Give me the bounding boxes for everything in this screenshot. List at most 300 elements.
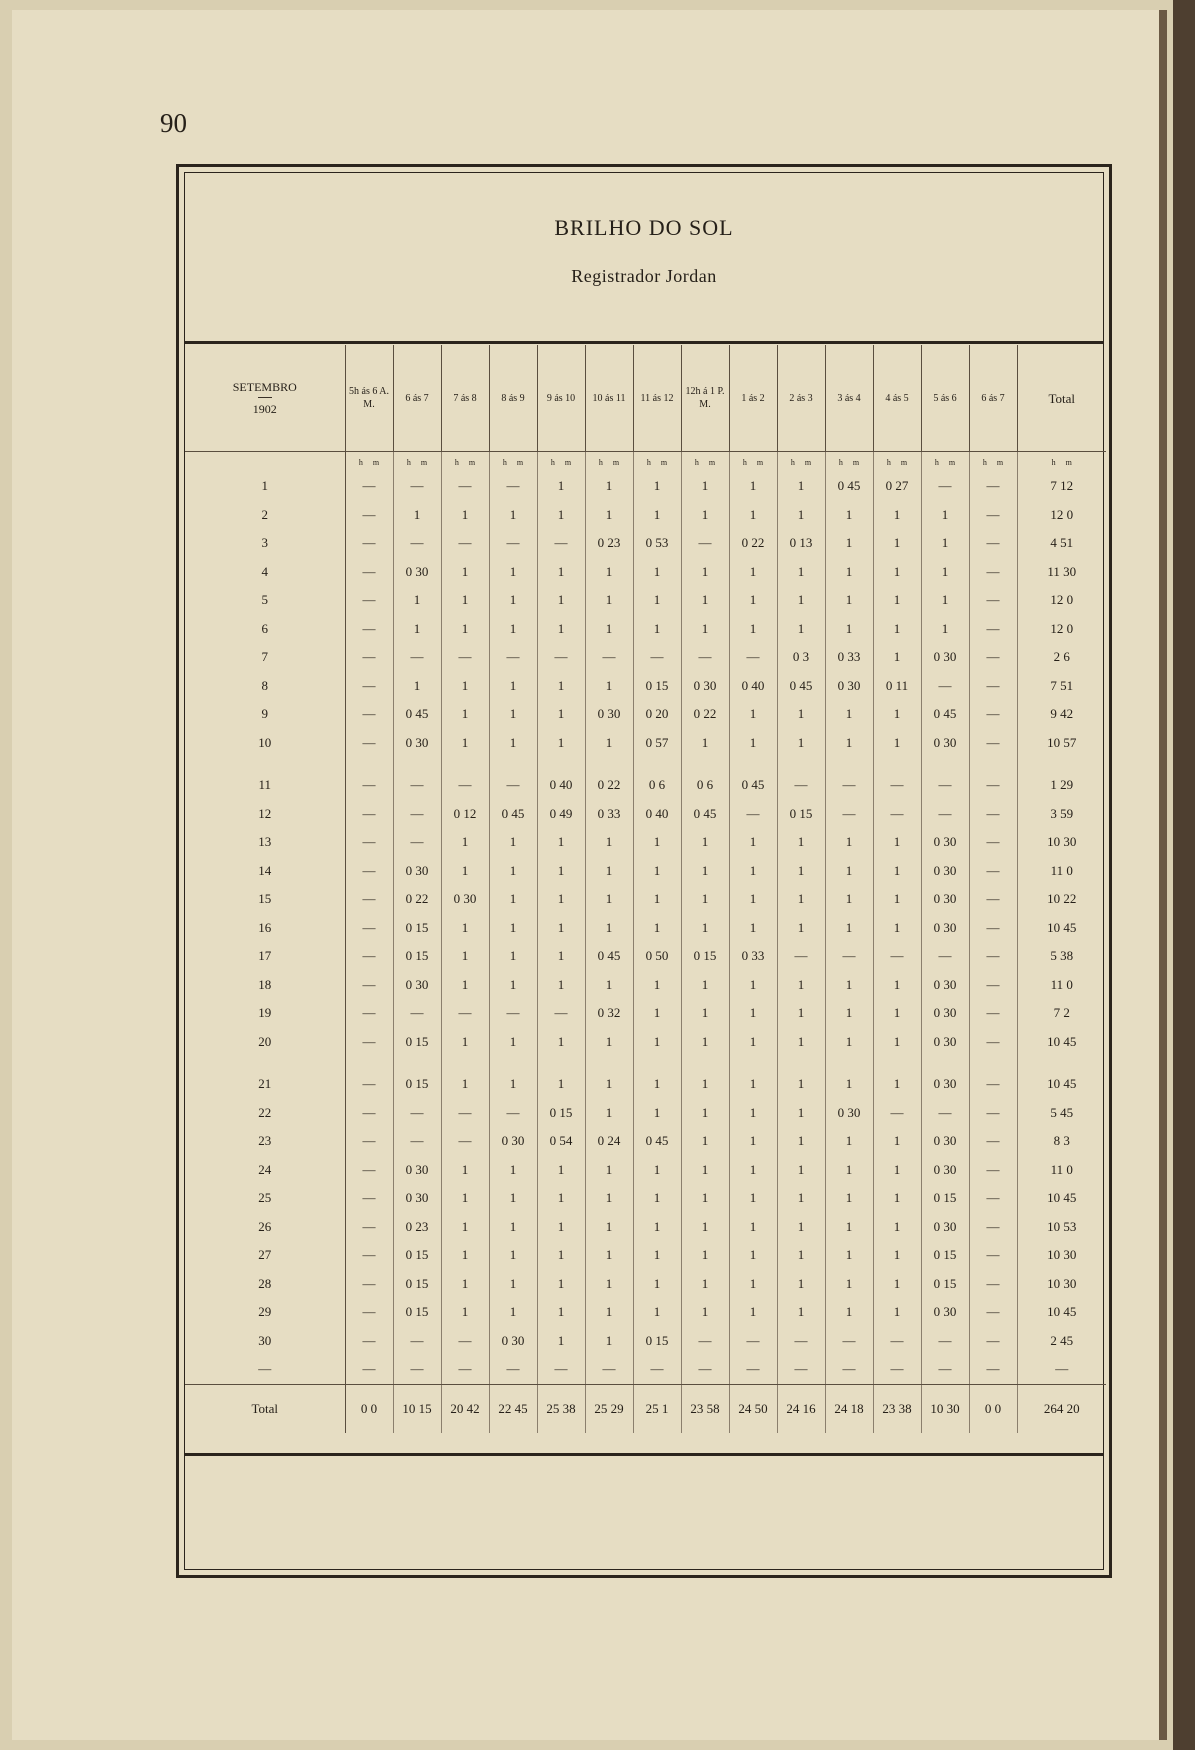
- hour-cell: 1: [873, 1184, 921, 1213]
- hour-cell: —: [969, 1070, 1017, 1099]
- unit-label: [441, 452, 489, 473]
- hour-cell: 1: [873, 1156, 921, 1185]
- hour-cell: 1: [537, 615, 585, 644]
- hour-cell: 1: [537, 472, 585, 501]
- row-total-cell: 10 30: [1047, 1247, 1077, 1263]
- hour-cell: 1: [729, 1270, 777, 1299]
- hour-cell: 1: [393, 672, 441, 701]
- gap-cell: [777, 1056, 825, 1070]
- table-row: [185, 615, 1106, 644]
- bottom-rule: [184, 1453, 1104, 1456]
- hour-cell: 0 45: [921, 700, 969, 729]
- hour-cell: —: [345, 1184, 393, 1213]
- hour-cell: 0 45: [393, 700, 441, 729]
- hour-cell: —: [921, 1099, 969, 1128]
- day-cell: 19: [185, 999, 345, 1028]
- hour-cell: 1: [537, 828, 585, 857]
- hour-cell: 1: [729, 885, 777, 914]
- hour-cell: 1: [873, 914, 921, 943]
- hour-cell: 1: [489, 700, 537, 729]
- hour-cell: 0 15: [921, 1241, 969, 1270]
- hour-cell: —: [441, 1099, 489, 1128]
- hour-cell: 0 15: [681, 942, 729, 971]
- hour-cell: 1: [825, 501, 873, 530]
- gap-cell: [345, 1056, 393, 1070]
- row-total-cell: 10 30: [1047, 834, 1077, 850]
- row-total-cell: 12 0: [1050, 592, 1074, 608]
- hour-cell: 0 30: [921, 1127, 969, 1156]
- hour-cell: 1: [681, 999, 729, 1028]
- hour-cell: —: [969, 501, 1017, 530]
- hour-cell: —: [489, 999, 537, 1028]
- hour-cell: 1: [489, 914, 537, 943]
- gap-cell: [921, 757, 969, 771]
- header-row: [185, 345, 1106, 452]
- unit-minutes: m: [372, 457, 380, 467]
- hour-cell: 1: [777, 1127, 825, 1156]
- hour-cell: 0 30: [393, 971, 441, 1000]
- hour-cell: —: [345, 558, 393, 587]
- hour-cell: —: [969, 643, 1017, 672]
- hour-cell: 0 15: [393, 1028, 441, 1057]
- gap-cell: [585, 757, 633, 771]
- day-cell: 28: [185, 1270, 345, 1299]
- hour-cell: 1: [729, 857, 777, 886]
- hour-cell: —: [345, 914, 393, 943]
- hour-cell: 1: [681, 501, 729, 530]
- hour-cell: 1: [777, 501, 825, 530]
- unit-label: [633, 452, 681, 473]
- gap-cell: [537, 757, 585, 771]
- day-cell: 29: [185, 1298, 345, 1327]
- row-total-cell: 12 0: [1050, 506, 1074, 522]
- unit-minutes: m: [516, 457, 524, 467]
- hour-cell: 1: [585, 914, 633, 943]
- hour-cell: 1: [729, 828, 777, 857]
- hour-cell: 1: [489, 828, 537, 857]
- day-cell: 1: [185, 472, 345, 501]
- hour-cell: 1: [441, 700, 489, 729]
- hour-cell: —: [345, 729, 393, 758]
- gap-cell: [681, 757, 729, 771]
- day-cell: 6: [185, 615, 345, 644]
- hour-cell: —: [393, 1127, 441, 1156]
- hour-cell: —: [825, 1355, 873, 1384]
- hour-cell: 1: [537, 1184, 585, 1213]
- hour-cell: —: [345, 1028, 393, 1057]
- hour-cell: —: [537, 529, 585, 558]
- unit-minutes: m: [708, 457, 716, 467]
- hour-cell: 1: [729, 1070, 777, 1099]
- hour-cell: 0 49: [537, 800, 585, 829]
- hour-cell: 1: [537, 971, 585, 1000]
- gap-cell: [441, 757, 489, 771]
- day-cell: 11: [185, 771, 345, 800]
- hour-cell: —: [393, 643, 441, 672]
- hour-cell: 0 30: [921, 1298, 969, 1327]
- hour-cell: 1: [441, 1028, 489, 1057]
- hour-cell: —: [969, 1270, 1017, 1299]
- hour-cell: 1: [537, 1213, 585, 1242]
- hour-cell: —: [345, 1099, 393, 1128]
- unit-label: [777, 452, 825, 473]
- hour-cell: 1: [921, 529, 969, 558]
- unit-label: [489, 452, 537, 473]
- hour-cell: —: [345, 700, 393, 729]
- row-total-cell: 5 45: [1050, 1104, 1074, 1120]
- hour-cell: —: [537, 999, 585, 1028]
- row-total-cell: 7 2: [1053, 1005, 1070, 1021]
- day-cell: 30: [185, 1327, 345, 1356]
- table-row: [185, 643, 1106, 672]
- hour-cell: —: [873, 1355, 921, 1384]
- hour-cell: —: [777, 1355, 825, 1384]
- hour-cell: —: [345, 615, 393, 644]
- hour-cell: 1: [441, 615, 489, 644]
- hour-cell: —: [345, 771, 393, 800]
- hour-cell: 0 45: [585, 942, 633, 971]
- table-row: [185, 771, 1106, 800]
- hour-cell: 0 13: [777, 529, 825, 558]
- hour-cell: 1: [777, 1270, 825, 1299]
- hour-cell: 1: [681, 914, 729, 943]
- unit-label: [729, 452, 777, 473]
- hour-cell: 1: [537, 729, 585, 758]
- hour-cell: 1: [873, 828, 921, 857]
- hour-cell: 1: [537, 586, 585, 615]
- hour-cell: 1: [777, 828, 825, 857]
- hour-cell: —: [345, 971, 393, 1000]
- table-row: [185, 1298, 1106, 1327]
- hour-cell: —: [969, 1156, 1017, 1185]
- hour-cell: 0 15: [921, 1184, 969, 1213]
- hour-cell: 0 40: [537, 771, 585, 800]
- column-total-cell: 22 45: [489, 1384, 537, 1433]
- hour-cell: 1: [681, 1028, 729, 1057]
- hour-cell: —: [489, 1099, 537, 1128]
- row-total-cell: 10 22: [1047, 891, 1077, 907]
- hour-cell: 1: [633, 1241, 681, 1270]
- hour-cell: 1: [729, 1184, 777, 1213]
- hour-cell: 1: [873, 643, 921, 672]
- hour-cell: —: [441, 999, 489, 1028]
- day-cell: —: [185, 1355, 345, 1384]
- unit-minutes: m: [1065, 457, 1072, 467]
- hour-cell: —: [969, 1184, 1017, 1213]
- day-cell: 9: [185, 700, 345, 729]
- hour-cell: 0 15: [921, 1270, 969, 1299]
- unit-label: [585, 452, 633, 473]
- hour-cell: 0 23: [585, 529, 633, 558]
- hour-cell: 1: [489, 1156, 537, 1185]
- hour-cell: 1: [633, 885, 681, 914]
- hour-cell: 1: [873, 971, 921, 1000]
- hour-cell: —: [729, 800, 777, 829]
- month-header: [185, 345, 345, 452]
- hour-cell: —: [537, 1355, 585, 1384]
- hour-cell: 1: [537, 1028, 585, 1057]
- hour-cell: 1: [441, 857, 489, 886]
- hour-cell: 1: [681, 1127, 729, 1156]
- row-total-cell: 10 57: [1047, 734, 1077, 750]
- hour-cell: —: [969, 1028, 1017, 1057]
- hour-cell: 1: [825, 729, 873, 758]
- row-total-cell: 2 45: [1050, 1332, 1074, 1348]
- table-body: [185, 452, 1106, 1433]
- hour-cell: 1: [921, 501, 969, 530]
- hour-cell: 1: [777, 999, 825, 1028]
- hour-cell: 1: [777, 558, 825, 587]
- hour-cell: —: [489, 529, 537, 558]
- hour-cell: 1: [729, 700, 777, 729]
- hour-cell: —: [969, 1241, 1017, 1270]
- hour-cell: 1: [585, 1156, 633, 1185]
- unit-minutes: m: [948, 457, 956, 467]
- table-row: [185, 828, 1106, 857]
- row-total-cell: 3 59: [1050, 805, 1074, 821]
- hour-cell: 1: [489, 1213, 537, 1242]
- hour-cell: 1: [777, 1028, 825, 1057]
- table-row: [185, 700, 1106, 729]
- hour-cell: 0 15: [393, 1298, 441, 1327]
- unit-hours: h: [598, 457, 603, 467]
- hour-cell: 1: [825, 828, 873, 857]
- hour-cell: 1: [729, 558, 777, 587]
- hour-cell: —: [489, 643, 537, 672]
- hour-cell: 1: [873, 1213, 921, 1242]
- hour-cell: —: [969, 672, 1017, 701]
- hour-cell: 1: [489, 857, 537, 886]
- hour-cell: —: [393, 800, 441, 829]
- table-row: [185, 1184, 1106, 1213]
- hour-cell: 1: [777, 1213, 825, 1242]
- unit-hours: h: [454, 457, 459, 467]
- hour-cell: 1: [873, 1070, 921, 1099]
- group-gap: [185, 1056, 1106, 1070]
- gap-cell: [1017, 1056, 1106, 1070]
- unit-minutes: m: [612, 457, 620, 467]
- unit-label: [969, 452, 1017, 473]
- hour-cell: —: [393, 1327, 441, 1356]
- day-cell: 17: [185, 942, 345, 971]
- hour-cell: 0 23: [393, 1213, 441, 1242]
- hour-cell: 1: [633, 558, 681, 587]
- hour-cell: 1: [825, 999, 873, 1028]
- hour-cell: —: [345, 885, 393, 914]
- hour-cell: —: [681, 529, 729, 558]
- table-row: [185, 1127, 1106, 1156]
- table-row: [185, 586, 1106, 615]
- day-cell: 22: [185, 1099, 345, 1128]
- page-subtitle: Registrador Jordan: [571, 266, 717, 286]
- hour-cell: 0 30: [393, 558, 441, 587]
- period-header: 2 ás 3: [777, 345, 825, 452]
- hour-cell: 1: [777, 586, 825, 615]
- hour-cell: 1: [729, 729, 777, 758]
- hour-cell: 1: [777, 914, 825, 943]
- period-header: 11 ás 12: [633, 345, 681, 452]
- hour-cell: 0 30: [393, 857, 441, 886]
- hour-cell: 1: [873, 729, 921, 758]
- hour-cell: —: [345, 501, 393, 530]
- day-cell: 27: [185, 1241, 345, 1270]
- hour-cell: 1: [729, 1213, 777, 1242]
- hour-cell: 1: [489, 586, 537, 615]
- hour-cell: 1: [441, 586, 489, 615]
- period-header: 7 ás 8: [441, 345, 489, 452]
- day-cell: 16: [185, 914, 345, 943]
- hour-cell: 1: [777, 1184, 825, 1213]
- hour-cell: —: [969, 857, 1017, 886]
- hour-cell: —: [873, 800, 921, 829]
- gap-cell: [585, 1056, 633, 1070]
- hour-cell: —: [345, 472, 393, 501]
- row-total-cell: 9 42: [1050, 706, 1074, 722]
- hour-cell: 0 22: [729, 529, 777, 558]
- hour-cell: —: [921, 771, 969, 800]
- hour-cell: —: [681, 1327, 729, 1356]
- hour-cell: 1: [489, 672, 537, 701]
- hour-cell: 1: [729, 999, 777, 1028]
- hour-cell: —: [921, 1355, 969, 1384]
- period-header: 6 ás 7: [969, 345, 1017, 452]
- page-title: BRILHO DO SOL: [554, 215, 734, 240]
- hour-cell: —: [969, 615, 1017, 644]
- hour-cell: 0 45: [777, 672, 825, 701]
- hour-cell: —: [489, 1355, 537, 1384]
- gap-cell: [393, 757, 441, 771]
- hour-cell: —: [969, 529, 1017, 558]
- row-total-cell: 10 45: [1047, 1076, 1077, 1092]
- hour-cell: 0 15: [537, 1099, 585, 1128]
- hour-cell: 1: [729, 1099, 777, 1128]
- hour-cell: 1: [489, 885, 537, 914]
- table-row: [185, 885, 1106, 914]
- column-total-cell: 24 18: [825, 1384, 873, 1433]
- hour-cell: 1: [921, 586, 969, 615]
- hour-cell: 0 33: [585, 800, 633, 829]
- hour-cell: —: [969, 586, 1017, 615]
- unit-hours: h: [742, 457, 747, 467]
- table-row: [185, 1156, 1106, 1185]
- hour-cell: 1: [681, 1156, 729, 1185]
- hour-cell: —: [537, 643, 585, 672]
- row-total-cell: 8 3: [1053, 1133, 1070, 1149]
- hour-cell: 1: [825, 1213, 873, 1242]
- hour-cell: —: [969, 1298, 1017, 1327]
- hour-cell: —: [969, 558, 1017, 587]
- unit-minutes: m: [804, 457, 812, 467]
- hour-cell: 0 12: [441, 800, 489, 829]
- period-header: 6 ás 7: [393, 345, 441, 452]
- hour-cell: 1: [537, 672, 585, 701]
- row-total-cell: —: [1017, 1355, 1106, 1384]
- unit-minutes: m: [996, 457, 1004, 467]
- hour-cell: 1: [585, 885, 633, 914]
- hour-cell: 1: [681, 1099, 729, 1128]
- hour-cell: 1: [585, 1099, 633, 1128]
- hour-cell: 1: [777, 885, 825, 914]
- gap-cell: [969, 1056, 1017, 1070]
- hour-cell: 1: [633, 1070, 681, 1099]
- hour-cell: 1: [537, 885, 585, 914]
- gap-cell: [873, 757, 921, 771]
- hour-cell: 0 54: [537, 1127, 585, 1156]
- hour-cell: 1: [777, 1241, 825, 1270]
- hour-cell: 0 30: [921, 643, 969, 672]
- hour-cell: —: [393, 828, 441, 857]
- day-cell: 5: [185, 586, 345, 615]
- hour-cell: 1: [873, 700, 921, 729]
- hour-cell: 1: [633, 1184, 681, 1213]
- hour-cell: 1: [633, 828, 681, 857]
- hour-cell: 1: [585, 1327, 633, 1356]
- hour-cell: 0 45: [681, 800, 729, 829]
- hour-cell: —: [969, 800, 1017, 829]
- period-header: 5 ás 6: [921, 345, 969, 452]
- hour-cell: 1: [873, 1241, 921, 1270]
- hour-cell: —: [633, 643, 681, 672]
- hour-cell: 1: [825, 1070, 873, 1099]
- gap-cell: [825, 757, 873, 771]
- hour-cell: —: [681, 643, 729, 672]
- hour-cell: —: [969, 828, 1017, 857]
- hour-cell: 1: [585, 1241, 633, 1270]
- hour-cell: 0 30: [921, 1213, 969, 1242]
- day-cell: 13: [185, 828, 345, 857]
- hour-cell: 0 30: [681, 672, 729, 701]
- hour-cell: —: [393, 1355, 441, 1384]
- table-row: [185, 501, 1106, 530]
- hour-cell: —: [441, 472, 489, 501]
- gap-cell: [681, 1056, 729, 1070]
- period-header: 9 ás 10: [537, 345, 585, 452]
- hour-cell: 1: [633, 971, 681, 1000]
- hour-cell: —: [921, 800, 969, 829]
- gap-cell: [729, 1056, 777, 1070]
- hour-cell: —: [345, 672, 393, 701]
- hour-cell: —: [969, 1099, 1017, 1128]
- hour-cell: 0 30: [921, 1070, 969, 1099]
- column-total-cell: 25 1: [633, 1384, 681, 1433]
- hour-cell: —: [921, 672, 969, 701]
- hour-cell: 1: [873, 529, 921, 558]
- gap-cell: [393, 1056, 441, 1070]
- header-rule: [184, 341, 1104, 344]
- totals-label: Total: [185, 1384, 345, 1433]
- hour-cell: 1: [393, 615, 441, 644]
- hour-cell: 0 11: [873, 672, 921, 701]
- unit-minutes: m: [756, 457, 764, 467]
- hour-cell: 1: [633, 999, 681, 1028]
- hour-cell: 1: [537, 558, 585, 587]
- hour-cell: 0 45: [489, 800, 537, 829]
- hour-cell: 0 6: [633, 771, 681, 800]
- table-row: [185, 1213, 1106, 1242]
- unit-minutes: m: [420, 457, 428, 467]
- hour-cell: —: [969, 999, 1017, 1028]
- hour-cell: —: [393, 771, 441, 800]
- row-total-cell: 10 45: [1047, 1190, 1077, 1206]
- hour-cell: 1: [825, 1241, 873, 1270]
- unit-hours: h: [886, 457, 891, 467]
- gap-cell: [825, 1056, 873, 1070]
- hour-cell: 0 30: [921, 1028, 969, 1057]
- hour-cell: —: [969, 885, 1017, 914]
- hour-cell: 1: [441, 1184, 489, 1213]
- hour-cell: 1: [777, 1298, 825, 1327]
- hour-cell: 1: [585, 1270, 633, 1299]
